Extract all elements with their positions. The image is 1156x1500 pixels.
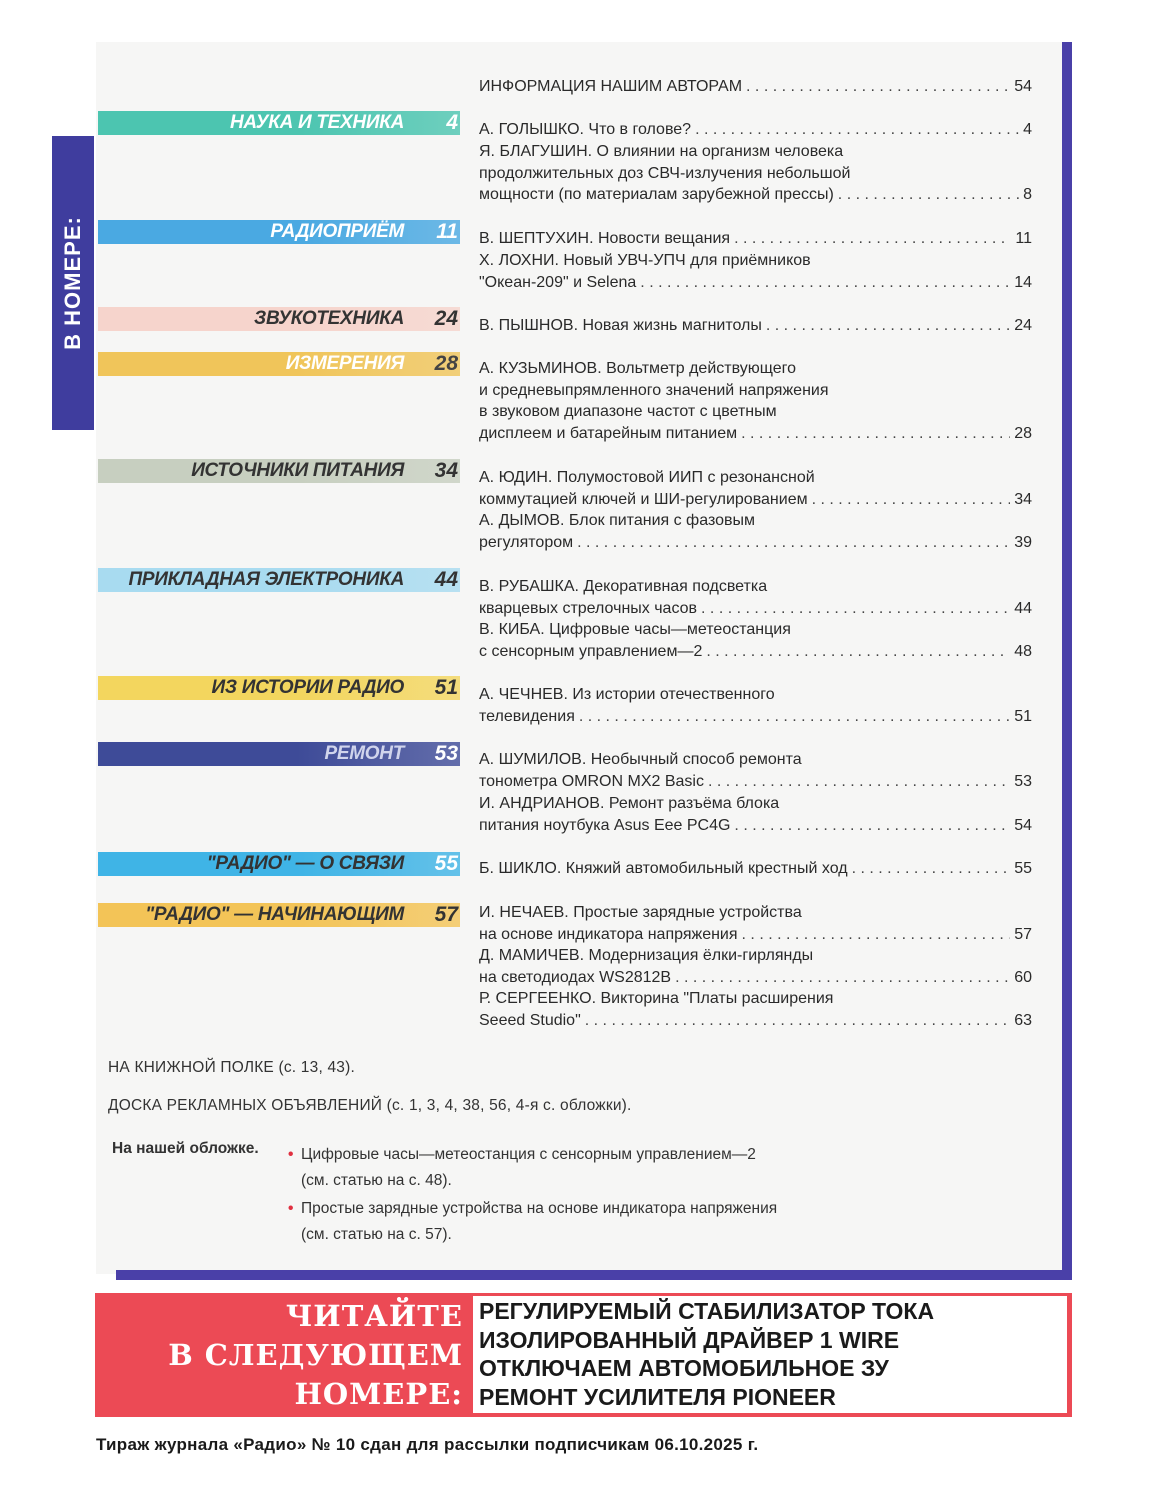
circulation-footer: Тираж журнала «Радио» № 10 сдан для рассылки подписчикам 06.10.2025 г. xyxy=(96,1435,759,1454)
section-label: ЗВУКОТЕХНИКА xyxy=(254,308,404,329)
section-label: ИЗМЕРЕНИЯ xyxy=(285,353,404,374)
section-header[interactable] xyxy=(98,111,460,135)
article-entry[interactable]: Б. ШИКЛО. Княжий автомобильный крестный ход . . . 55 xyxy=(479,858,1032,880)
article-entry[interactable]: Д. МАМИЧЕВ. Модернизация ёлки-гирлянды на светодиодах WS2812B . . . 60 xyxy=(479,945,1032,988)
authors-info-entry[interactable] xyxy=(479,76,1032,98)
section-header[interactable] xyxy=(98,852,460,876)
article-entry[interactable]: А. ЧЕЧНЕВ. Из истории отечественного телевидения . . . 51 xyxy=(479,684,1032,727)
section-page: 4 xyxy=(446,111,458,134)
article-entry[interactable]: А. ЮДИН. Полумостовой ИИП с резонансной коммутацией ключей и ШИ-регулированием . . . 34 xyxy=(479,467,1032,510)
panel-right-border xyxy=(1062,42,1072,1280)
section-header[interactable] xyxy=(98,568,460,592)
cover-item: • Простые зарядные устройства на основе индикатора напряжения (см. статью на с. 57). xyxy=(288,1196,948,1248)
article-entry[interactable]: Х. ЛОХНИ. Новый УВЧ-УПЧ для приёмников "Океан-209" и Selena . . . 14 xyxy=(479,250,1032,293)
next-issue-banner xyxy=(95,1293,1072,1417)
bullet-icon: • xyxy=(288,1200,294,1217)
article-entry[interactable]: В. ШЕПТУХИН. Новости вещания . . . 11 xyxy=(479,228,1032,250)
entry-title: ИНФОРМАЦИЯ НАШИМ АВТОРАМ xyxy=(479,78,743,95)
section-header[interactable] xyxy=(98,459,460,483)
section-page: 53 xyxy=(434,742,458,765)
section-label: РАДИОПРИЁМ xyxy=(270,221,404,242)
article-entry[interactable]: В. ПЫШНОВ. Новая жизнь магнитолы . . . 24 xyxy=(479,315,1032,337)
article-entry[interactable]: Р. СЕРГЕЕНКО. Викторина "Платы расширения Seeed Studio" . . . 63 xyxy=(479,988,1032,1031)
bullet-icon: • xyxy=(288,1146,294,1163)
entry-page: 54 xyxy=(1014,78,1032,95)
article-entry[interactable]: В. КИБА. Цифровые часы—метеостанция с сенсорным управлением—2 . . . 48 xyxy=(479,619,1032,662)
section-label: ИСТОЧНИКИ ПИТАНИЯ xyxy=(191,460,404,481)
panel-bottom-border xyxy=(116,1270,1072,1280)
next-issue-item: ИЗОЛИРОВАННЫЙ ДРАЙВЕР 1 WIRE xyxy=(479,1326,900,1353)
article-entry[interactable]: Я. БЛАГУШИН. О влиянии на организм человека продолжительных доз СВЧ-излучения небольшой мощности (по материалам зарубежной прессы) . . . 8 xyxy=(479,141,1032,206)
cover-label: На нашей обложке. xyxy=(112,1140,259,1157)
section-page: 28 xyxy=(434,352,458,375)
section-page: 24 xyxy=(434,307,458,330)
article-entry[interactable]: А. ГОЛЫШКО. Что в голове? . . . 4 xyxy=(479,119,1032,141)
section-header[interactable] xyxy=(98,903,460,927)
section-label: "РАДИО" — НАЧИНАЮЩИМ xyxy=(145,904,404,925)
next-issue-item: РЕГУЛИРУЕМЫЙ СТАБИЛИЗАТОР ТОКА xyxy=(479,1298,935,1324)
article-entry[interactable]: И. АНДРИАНОВ. Ремонт разъёма блока питания ноутбука Asus Eee PC4G . . . 54 xyxy=(479,793,1032,836)
in-this-issue-label: В НОМЕРЕ: xyxy=(60,216,85,350)
next-issue-title: ЧИТАЙТЕ В СЛЕДУЮЩЕМ НОМЕРЕ: xyxy=(168,1299,463,1411)
article-entry[interactable]: А. ДЫМОВ. Блок питания с фазовым регулятором . . . 39 xyxy=(479,510,1032,553)
next-issue-item: ОТКЛЮЧАЕМ АВТОМОБИЛЬНОЕ ЗУ xyxy=(479,1355,889,1382)
section-page: 51 xyxy=(434,676,458,699)
in-this-issue-tab xyxy=(52,136,94,430)
section-header[interactable] xyxy=(98,742,460,766)
next-issue-list xyxy=(473,1296,1067,1413)
section-label: ИЗ ИСТОРИИ РАДИО xyxy=(211,677,404,698)
section-page: 57 xyxy=(434,903,458,926)
section-label: "РАДИО" — О СВЯЗИ xyxy=(206,853,404,874)
article-entry[interactable]: А. ШУМИЛОВ. Необычный способ ремонта тонометра OMRON MX2 Basic . . . 53 xyxy=(479,749,1032,792)
section-label: РЕМОНТ xyxy=(324,743,404,764)
section-page: 55 xyxy=(434,852,458,875)
cover-item: • Цифровые часы—метеостанция с сенсорным управлением—2 (см. статью на с. 48). xyxy=(288,1142,948,1194)
section-page: 11 xyxy=(436,220,458,243)
section-label: ПРИКЛАДНАЯ ЭЛЕКТРОНИКА xyxy=(128,569,404,590)
cover-list xyxy=(288,1142,948,1250)
section-header[interactable] xyxy=(98,220,460,244)
article-entry[interactable]: И. НЕЧАЕВ. Простые зарядные устройства на основе индикатора напряжения . . . 57 xyxy=(479,902,1032,945)
next-issue-item: РЕМОНТ УСИЛИТЕЛЯ PIONEER xyxy=(479,1383,836,1410)
section-header[interactable] xyxy=(98,307,460,331)
section-header[interactable] xyxy=(98,676,460,700)
ads-note: ДОСКА РЕКЛАМНЫХ ОБЪЯВЛЕНИЙ (с. 1, 3, 4, 38, 56, 4-я с. обложки). xyxy=(108,1097,632,1114)
section-page: 44 xyxy=(434,568,458,591)
section-header[interactable] xyxy=(98,352,460,376)
section-page: 34 xyxy=(434,459,458,482)
article-entry[interactable]: В. РУБАШКА. Декоративная подсветка кварцевых стрелочных часов . . . 44 xyxy=(479,576,1032,619)
section-label: НАУКА И ТЕХНИКА xyxy=(230,112,404,133)
article-entry[interactable]: А. КУЗЬМИНОВ. Вольтметр действующего и средневыпрямленного значений напряжения в звуковом диапазоне частот с цветным дисплеем и батарейным питанием . . . 28 xyxy=(479,358,1032,444)
bookshelf-note: НА КНИЖНОЙ ПОЛКЕ (с. 13, 43). xyxy=(108,1059,355,1076)
